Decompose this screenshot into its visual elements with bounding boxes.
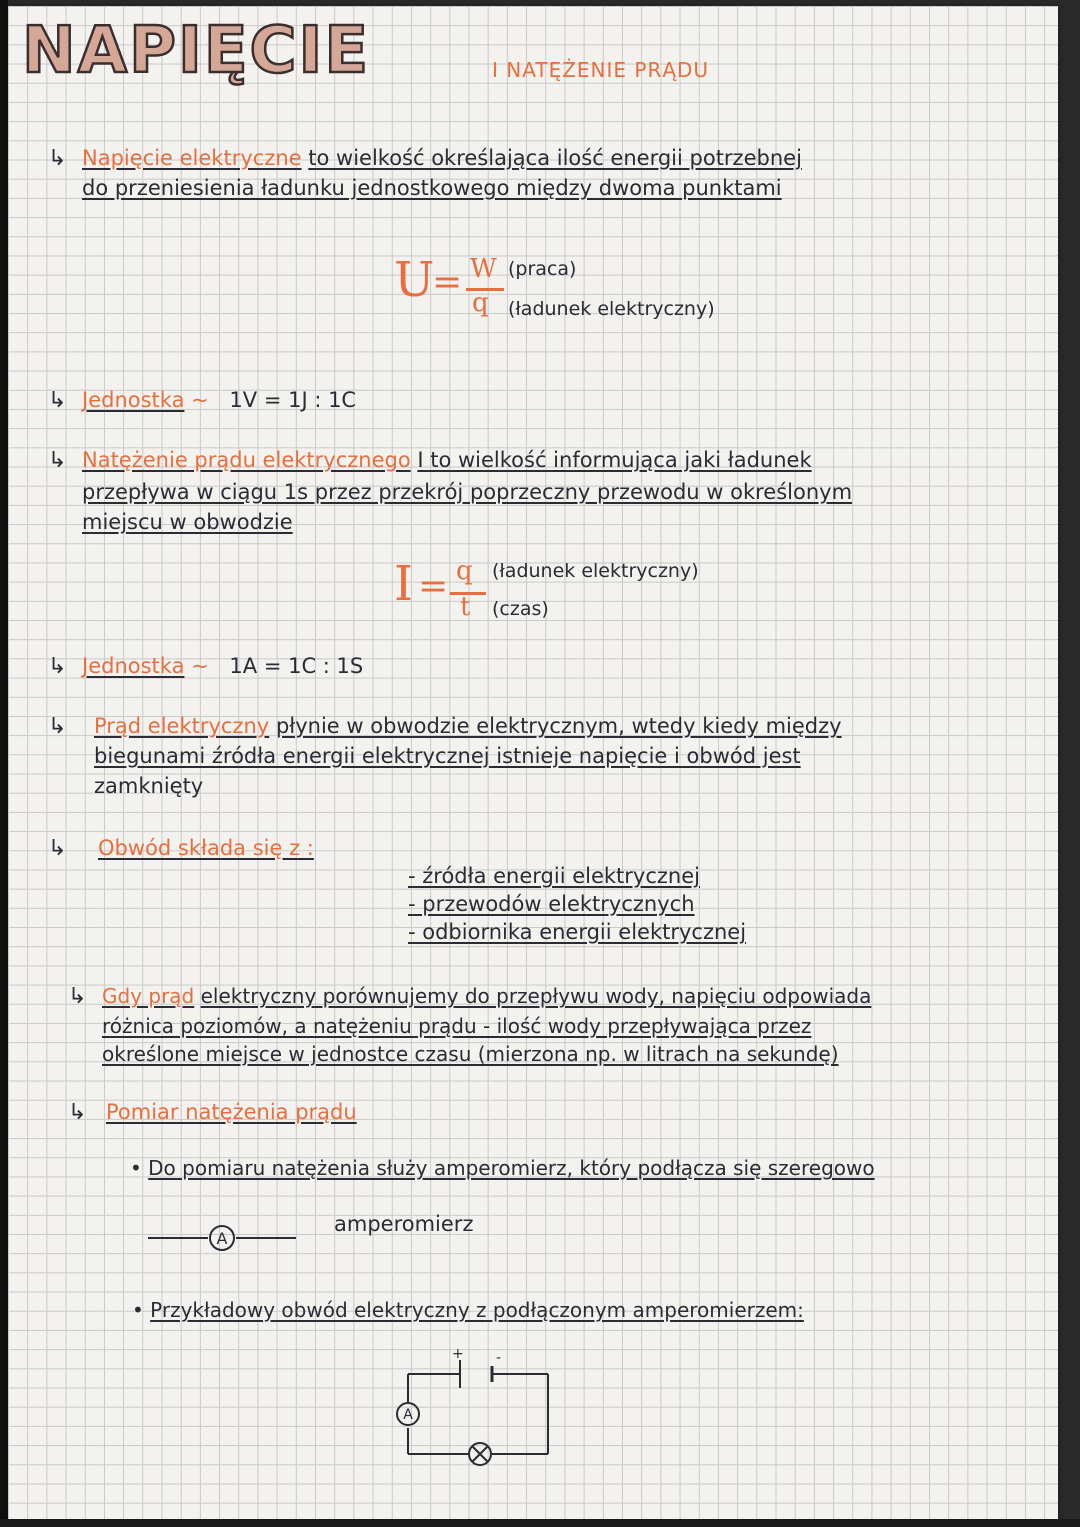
current-unit-value: 1A = 1C : 1S <box>229 654 364 678</box>
voltage-unit-line <box>82 388 356 412</box>
bulb-icon <box>469 1443 491 1465</box>
ammeter-icon <box>397 1403 419 1425</box>
analogy-line1 <box>102 984 871 1008</box>
analogy-rest: elektryczny porównujemy do przepływu wody, napięciu odpowiada <box>200 984 872 1008</box>
current-formula-lhs: I <box>394 556 413 612</box>
voltage-unit-label: Jednostka <box>82 388 185 412</box>
circuit-ammeter-symbol: A <box>403 1407 413 1423</box>
circuit-part-item: - przewodów elektrycznych <box>408 892 695 916</box>
notebook-page <box>8 6 1058 1519</box>
current-denominator-note: (czas) <box>492 598 549 620</box>
arrow-bullet-icon: ↳ <box>48 388 67 413</box>
ammeter-symbol: A <box>216 1229 228 1248</box>
analogy-line2: różnica poziomów, a natężeniu prądu - ilość wody przepływająca przez <box>102 1014 812 1038</box>
current-unit-tilde: ~ <box>191 654 209 678</box>
ammeter-icon <box>148 1216 308 1256</box>
analogy-line3: określone miejsce w jednostce czasu (mierzona np. w litrach na sekundę) <box>102 1042 839 1066</box>
bullet-dot: • <box>130 1156 149 1180</box>
current-formula-numerator: q <box>456 556 473 586</box>
current-definition-line1 <box>82 448 812 472</box>
battery-minus: - <box>496 1350 502 1366</box>
analogy-term: Gdy prąd <box>102 984 195 1008</box>
arrow-bullet-icon: ↳ <box>68 984 87 1009</box>
voltage-formula-numerator: W <box>470 254 497 284</box>
circuit-part-item: - odbiornika energii elektrycznej <box>408 920 747 944</box>
flow-line2: biegunami źródła energii elektrycznej istnieje napięcie i obwód jest <box>94 744 801 768</box>
current-definition-line2: przepływa w ciągu 1s przez przekrój poprzeczny przewodu w określonym <box>82 480 853 504</box>
voltage-formula-equals: = <box>432 262 463 303</box>
current-definition-line3: miejscu w obwodzie <box>82 510 293 534</box>
measurement-heading: Pomiar natężenia prądu <box>106 1100 357 1124</box>
circuit-parts-heading: Obwód składa się z : <box>98 836 314 860</box>
current-term: Natężenie prądu elektrycznego <box>82 448 411 472</box>
arrow-bullet-icon: ↳ <box>48 654 67 679</box>
arrow-bullet-icon: ↳ <box>48 448 67 473</box>
voltage-formula-lhs: U <box>394 252 435 308</box>
voltage-definition-line1 <box>82 146 802 170</box>
photo-edge-left <box>0 0 8 1527</box>
voltage-definition-rest: to wielkość określająca ilość energii potrzebnej <box>308 146 802 170</box>
voltage-denominator-note: (ładunek elektryczny) <box>508 298 715 320</box>
ammeter-label: amperomierz <box>334 1212 474 1236</box>
page-title: NAPIĘCIE <box>22 14 371 88</box>
page-subtitle: I NATĘŻENIE PRĄDU <box>492 58 710 82</box>
voltage-definition-line2: do przeniesienia ładunku jednostkowego między dwoma punktami <box>82 176 782 200</box>
voltage-unit-tilde: ~ <box>191 388 209 412</box>
arrow-bullet-icon: ↳ <box>48 714 67 739</box>
arrow-bullet-icon: ↳ <box>48 146 67 171</box>
example-circuit-diagram <box>388 1344 568 1474</box>
voltage-formula-denominator: q <box>472 288 489 318</box>
measurement-bullet2-text: Przykładowy obwód elektryczny z podłączonym amperomierzem: <box>150 1298 804 1322</box>
voltage-numerator-note: (praca) <box>508 258 577 280</box>
circuit-part-item: - źródła energii elektrycznej <box>408 864 700 888</box>
measurement-bullet1-text: Do pomiaru natężenia służy amperomierz, który podłącza się szeregowo <box>148 1156 875 1180</box>
current-formula-equals: = <box>418 566 449 607</box>
arrow-bullet-icon: ↳ <box>48 836 67 861</box>
current-unit-label: Jednostka <box>82 654 185 678</box>
flow-line3: zamknięty <box>94 774 204 798</box>
battery-icon <box>452 1346 501 1388</box>
arrow-bullet-icon: ↳ <box>68 1100 87 1125</box>
measurement-bullet1 <box>130 1156 875 1180</box>
current-definition-rest: I to wielkość informująca jaki ładunek <box>417 448 812 472</box>
bullet-dot: • <box>132 1298 151 1322</box>
flow-term: Prąd elektryczny <box>94 714 270 738</box>
measurement-bullet2 <box>132 1298 804 1322</box>
voltage-unit-value: 1V = 1J : 1C <box>229 388 357 412</box>
current-formula-denominator: t <box>460 592 471 622</box>
battery-plus: + <box>452 1346 464 1362</box>
photo-edge-bottom <box>0 1519 1080 1527</box>
flow-line1 <box>94 714 842 738</box>
current-numerator-note: (ładunek elektryczny) <box>492 560 699 582</box>
current-unit-line <box>82 654 363 678</box>
flow-rest: płynie w obwodzie elektrycznym, wtedy kiedy między <box>275 714 842 738</box>
voltage-term: Napięcie elektryczne <box>82 146 302 170</box>
